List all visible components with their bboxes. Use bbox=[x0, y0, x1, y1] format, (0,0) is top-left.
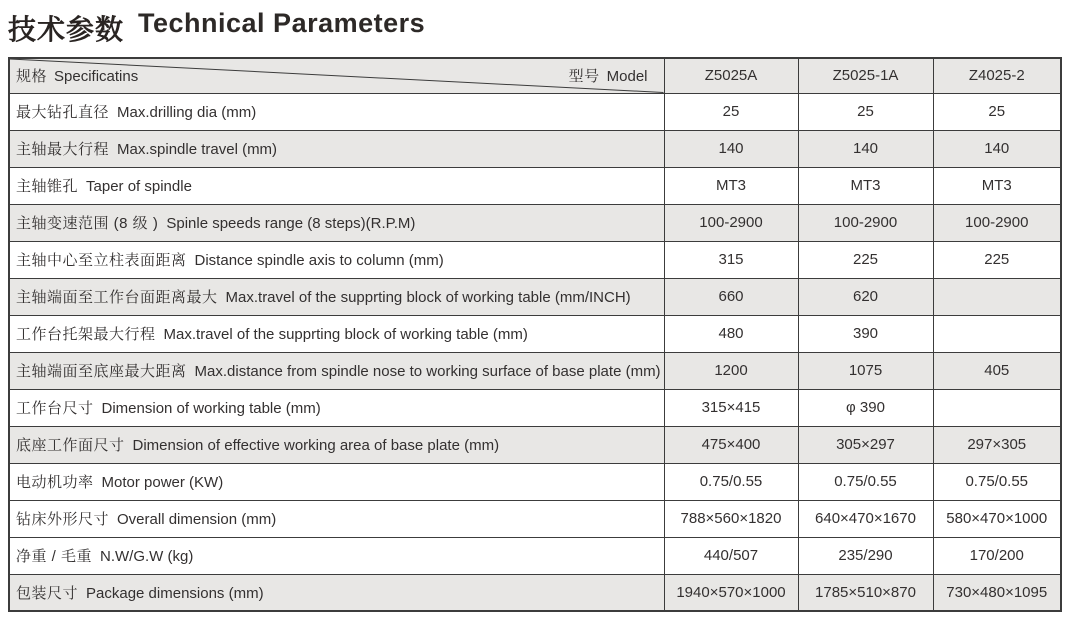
table-row bbox=[9, 167, 1061, 204]
parameter-label-zh: 底座工作面尺寸 bbox=[16, 437, 125, 454]
value-cell-model-2: 25 bbox=[798, 93, 933, 130]
value-cell-model-1: MT3 bbox=[664, 167, 798, 204]
value-cell-model-1: 315 bbox=[664, 241, 798, 278]
parameter-label-en: N.W/G.W (kg) bbox=[100, 548, 194, 565]
value-cell-model-2: 640×470×1670 bbox=[798, 500, 933, 537]
model-column-header-2: Z5025-1A bbox=[798, 58, 933, 93]
parameter-label-zh: 主轴中心至立柱表面距离 bbox=[16, 252, 187, 269]
parameter-label-en: Taper of spindle bbox=[86, 178, 192, 195]
value-cell-model-1: 0.75/0.55 bbox=[664, 463, 798, 500]
parameter-label-zh: 主轴端面至工作台面距离最大 bbox=[16, 289, 218, 306]
parameter-label-en: Dimension of working table (mm) bbox=[101, 400, 321, 417]
parameter-label-zh: 工作台尺寸 bbox=[16, 400, 94, 417]
value-cell-model-2: 235/290 bbox=[798, 537, 933, 574]
parameter-name-cell bbox=[9, 389, 664, 426]
parameter-label-en: Max.spindle travel (mm) bbox=[117, 141, 278, 158]
value-cell-model-3: 580×470×1000 bbox=[933, 500, 1061, 537]
parameter-name-cell bbox=[9, 130, 664, 167]
table-row bbox=[9, 352, 1061, 389]
value-cell-model-2: 100-2900 bbox=[798, 204, 933, 241]
parameter-name-cell bbox=[9, 574, 664, 611]
table-row bbox=[9, 130, 1061, 167]
model-column-header-3: Z4025-2 bbox=[933, 58, 1061, 93]
value-cell-model-2: 1785×510×870 bbox=[798, 574, 933, 611]
value-cell-model-3: 170/200 bbox=[933, 537, 1061, 574]
table-header-row bbox=[9, 58, 1061, 93]
parameter-label-en: Max.travel of the supprting block of working table (mm) bbox=[163, 326, 528, 343]
model-column-header-1: Z5025A bbox=[664, 58, 798, 93]
table-row bbox=[9, 315, 1061, 352]
value-cell-model-3 bbox=[933, 315, 1061, 352]
value-cell-model-3: 297×305 bbox=[933, 426, 1061, 463]
parameter-name-cell bbox=[9, 463, 664, 500]
value-cell-model-2: MT3 bbox=[798, 167, 933, 204]
parameter-label-zh: 主轴最大行程 bbox=[16, 141, 110, 158]
table-row bbox=[9, 574, 1061, 611]
parameter-label-zh: 主轴变速范围 (8 级 ) bbox=[16, 215, 159, 232]
value-cell-model-3: 0.75/0.55 bbox=[933, 463, 1061, 500]
table-row bbox=[9, 389, 1061, 426]
parameter-label-zh: 净重 / 毛重 bbox=[16, 548, 93, 565]
parameter-name-cell bbox=[9, 315, 664, 352]
parameter-label-zh: 工作台托架最大行程 bbox=[16, 326, 156, 343]
table-row bbox=[9, 426, 1061, 463]
parameter-label-en: Spinle speeds range (8 steps)(R.P.M) bbox=[166, 215, 416, 232]
parameter-label-zh: 电动机功率 bbox=[16, 474, 94, 491]
value-cell-model-2: 305×297 bbox=[798, 426, 933, 463]
parameter-label-zh: 主轴端面至底座最大距离 bbox=[16, 363, 187, 380]
table-row bbox=[9, 463, 1061, 500]
parameter-label-en: Package dimensions (mm) bbox=[86, 584, 264, 602]
value-cell-model-3: 405 bbox=[933, 352, 1061, 389]
value-cell-model-2: 1075 bbox=[798, 352, 933, 389]
parameter-label-en: Max.distance from spindle nose to working surface of base plate (mm) bbox=[194, 363, 661, 380]
value-cell-model-1: 1940×570×1000 bbox=[664, 574, 798, 611]
parameter-label-en: Max.travel of the supprting block of working table (mm/INCH) bbox=[225, 289, 631, 306]
table-row bbox=[9, 241, 1061, 278]
parameter-name-cell bbox=[9, 241, 664, 278]
value-cell-model-2: 0.75/0.55 bbox=[798, 463, 933, 500]
parameter-label-zh: 包装尺寸 bbox=[16, 584, 79, 602]
parameter-name-cell bbox=[9, 500, 664, 537]
parameter-name-cell bbox=[9, 278, 664, 315]
parameter-label-zh: 最大钻孔直径 bbox=[16, 104, 110, 121]
value-cell-model-2: 225 bbox=[798, 241, 933, 278]
model-label: 型号 Model bbox=[568, 68, 648, 86]
value-cell-model-3: MT3 bbox=[933, 167, 1061, 204]
value-cell-model-3: 100-2900 bbox=[933, 204, 1061, 241]
value-cell-model-2: 140 bbox=[798, 130, 933, 167]
value-cell-model-1: 25 bbox=[664, 93, 798, 130]
value-cell-model-1: 100-2900 bbox=[664, 204, 798, 241]
parameter-label-en: Motor power (KW) bbox=[101, 474, 224, 491]
specifications-label: 规格 Specificatins bbox=[16, 68, 139, 86]
value-cell-model-2: 390 bbox=[798, 315, 933, 352]
value-cell-model-3: 730×480×1095 bbox=[933, 574, 1061, 611]
parameter-label-zh: 钻床外形尺寸 bbox=[16, 511, 110, 528]
value-cell-model-3: 25 bbox=[933, 93, 1061, 130]
parameter-name-cell bbox=[9, 167, 664, 204]
parameter-name-cell bbox=[9, 352, 664, 389]
page-title-zh: 技术参数 bbox=[8, 14, 125, 45]
table-row bbox=[9, 204, 1061, 241]
value-cell-model-3 bbox=[933, 278, 1061, 315]
parameter-name-cell bbox=[9, 426, 664, 463]
corner-header-cell bbox=[9, 58, 664, 93]
table-row bbox=[9, 537, 1061, 574]
value-cell-model-1: 480 bbox=[664, 315, 798, 352]
table-row bbox=[9, 500, 1061, 537]
value-cell-model-3: 140 bbox=[933, 130, 1061, 167]
table-row bbox=[9, 93, 1061, 130]
technical-parameters-table bbox=[8, 57, 1062, 612]
parameter-label-en: Dimension of effective working area of base plate (mm) bbox=[132, 437, 500, 454]
value-cell-model-3: 225 bbox=[933, 241, 1061, 278]
parameter-label-en: Max.drilling dia (mm) bbox=[117, 104, 257, 121]
parameter-label-en: Overall dimension (mm) bbox=[117, 511, 277, 528]
value-cell-model-3 bbox=[933, 389, 1061, 426]
page-title bbox=[8, 5, 1067, 57]
parameter-label-zh: 主轴锥孔 bbox=[16, 178, 79, 195]
page-title-en: Technical Parameters bbox=[138, 8, 426, 38]
value-cell-model-1: 315×415 bbox=[664, 389, 798, 426]
value-cell-model-2: 620 bbox=[798, 278, 933, 315]
parameter-name-cell bbox=[9, 537, 664, 574]
value-cell-model-1: 1200 bbox=[664, 352, 798, 389]
parameter-label-en: Distance spindle axis to column (mm) bbox=[194, 252, 444, 269]
value-cell-model-1: 788×560×1820 bbox=[664, 500, 798, 537]
table-row bbox=[9, 278, 1061, 315]
value-cell-model-2: φ 390 bbox=[798, 389, 933, 426]
parameter-name-cell bbox=[9, 204, 664, 241]
value-cell-model-1: 140 bbox=[664, 130, 798, 167]
parameter-name-cell bbox=[9, 93, 664, 130]
value-cell-model-1: 475×400 bbox=[664, 426, 798, 463]
value-cell-model-1: 440/507 bbox=[664, 537, 798, 574]
value-cell-model-1: 660 bbox=[664, 278, 798, 315]
